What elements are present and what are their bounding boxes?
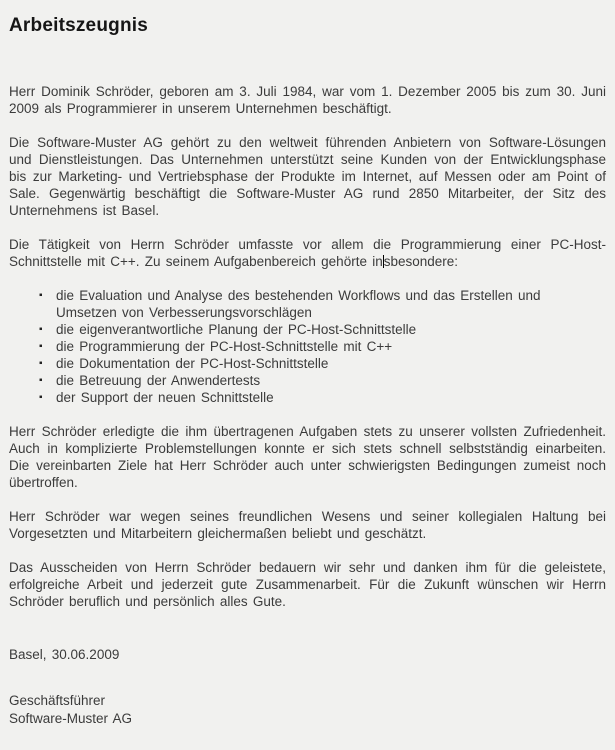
- signature-block: [9, 692, 606, 728]
- list-item: [9, 355, 606, 372]
- bullet-icon: ▪: [39, 324, 43, 335]
- bullet-icon: ▪: [39, 341, 43, 352]
- paragraph-conduct: Herr Schröder war wegen seines freundlichen Wesens und seiner kollegialen Haltung bei Vorgesetzten und Mitarbeitern gleichermaßen beliebt und geschätzt.: [9, 509, 606, 541]
- bullet-icon: ▪: [39, 392, 43, 403]
- tasks-intro-text-before-cursor: Die Tätigkeit von Herrn Schröder umfasste vor allem die Programmierung einer PC-Host-Schnittstelle mit C++. Zu seinem Aufgabenbereich gehörte in: [9, 237, 606, 269]
- task-list: [9, 287, 606, 406]
- list-item-text: die Betreuung der Anwendertests: [56, 373, 261, 388]
- list-item: [9, 321, 606, 338]
- date-line: Basel, 30.06.2009: [9, 647, 120, 662]
- paragraph-performance: Herr Schröder erledigte die ihm übertragenen Aufgaben stets zu unserer vollsten Zufriedenheit. Auch in komplizierte Problemstellungen konnte er sich stets schnell selbstständig einarbeiten. Die vereinbarten Ziele hat Herr Schröder auch unter schwierigsten Bedingungen zumeist noch übertroffen.: [9, 424, 606, 490]
- paragraph-company: Die Software-Muster AG gehört zu den weltweit führenden Anbietern von Software-Lösungen und Dienstleistungen. Das Unternehmen unterstützt seine Kunden von der Entwicklungsphase bis zur Marketing- und Vertriebsphase der Produkte im Internet, auf Messen oder am Point of Sale. Gegenwärtig beschäftigt die Software-Muster AG rund 2850 Mitarbeiter, der Sitz des Unternehmens ist Basel.: [9, 135, 606, 218]
- signature-role: Geschäftsführer: [9, 693, 106, 708]
- list-item-text: die Programmierung der PC-Host-Schnittstelle mit C++: [56, 339, 393, 354]
- bullet-icon: ▪: [39, 358, 43, 369]
- list-item-text: die Dokumentation der PC-Host-Schnittstelle: [56, 356, 329, 371]
- signature-company: Software-Muster AG: [9, 711, 133, 726]
- list-item-text: der Support der neuen Schnittstelle: [56, 390, 274, 405]
- paragraph-tasks-intro: [9, 236, 606, 270]
- bullet-icon: ▪: [39, 375, 43, 386]
- list-item: [9, 389, 606, 406]
- bullet-icon: ▪: [39, 290, 43, 301]
- list-item: [9, 372, 606, 389]
- list-item-text: die Evaluation und Analyse des bestehenden Workflows und das Erstellen und Umsetzen von Verbesserungsvorschlägen: [56, 288, 541, 320]
- list-item: [9, 338, 606, 355]
- paragraph-farewell: Das Ausscheiden von Herrn Schröder bedauern wir sehr und danken ihm für die geleistete, erfolgreiche Arbeit und jederzeit gute Zusammenarbeit. Für die Zukunft wünschen wir Herrn Schröder beruflich und persönlich alles Gute.: [9, 560, 606, 609]
- list-item: [9, 287, 606, 321]
- tasks-intro-text-after-cursor: sbesondere:: [383, 254, 459, 269]
- list-item-text: die eigenverantwortliche Planung der PC-Host-Schnittstelle: [56, 322, 417, 337]
- paragraph-employment: Herr Dominik Schröder, geboren am 3. Juli 1984, war vom 1. Dezember 2005 bis zum 30. Juni 2009 als Programmierer in unserem Unternehmen beschäftigt.: [9, 84, 606, 116]
- document-title: Arbeitszeugnis: [9, 15, 148, 36]
